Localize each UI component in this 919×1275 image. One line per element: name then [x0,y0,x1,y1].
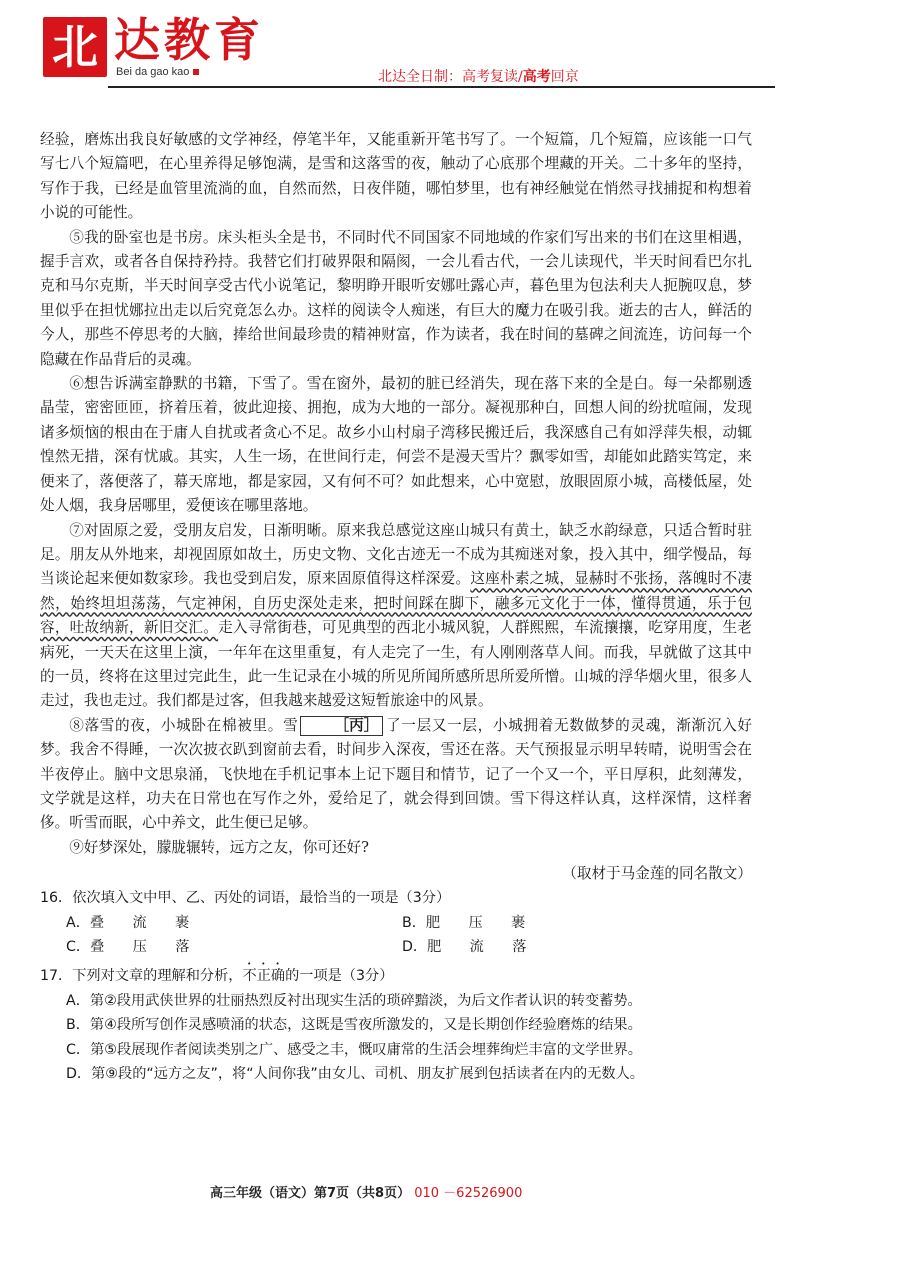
question-16-options-row-1 [40,911,752,936]
passage-source: （取材于马金莲的同名散文） [562,865,752,883]
emphasis-negative: 不正确 [242,967,286,984]
logo-name: 达教育 [114,13,264,67]
passage-paragraph-8: ⑧落雪的夜，小城卧在棉被里。雪 ［丙］ 了一层又一层，小城拥着无数做梦的灵魂，渐渐沉入好梦。我舍不得睡，一次次披衣趴到窗前去看，时间步入深夜，雪还在落。天气预报显示明早转晴，说明雪会在半夜停止。脑中文思泉涌，飞快地在手机记事本上记下题目和情节，记了一个又一个，平日厚积，此刻薄发，文学就是这样，功夫在日常也在写作之外，爱给足了，就会得到回馈。雪下得这样认真，这样深情，这样奢侈。听雪而眠，心中养文，此生便已足够。 [40,716,752,832]
option-c: C．第⑤段展现作者阅读类别之广、感受之丰，慨叹庸常的生活会埋葬绚烂丰富的文学世界。 [66,1041,642,1058]
option-c: C．叠 压 落 [66,939,190,956]
question-16 [40,886,752,960]
page-content [40,128,752,1087]
option-a: A．第②段用武侠世界的壮丽热烈反衬出现实生活的琐碎黯淡，为后文作者认识的转变蓄势。 [66,992,642,1009]
logo-mark: 北 [43,17,107,77]
footer-phone: 010 －62526900 [414,1186,523,1201]
question-16-stem: 16．依次填入文中甲、乙、丙处的词语，最恰当的一项是（3分） [40,890,451,907]
header-divider [108,86,775,88]
option-b: B．第④段所写创作灵感喷涌的状态，这既是雪夜所激发的，又是长期创作经验磨炼的结果。 [66,1017,642,1034]
page-footer [210,1182,522,1201]
option-d: D．肥 流 落 [402,939,527,956]
passage-paragraph-6: ⑥想告诉满室静默的书籍，下雪了。雪在窗外，最初的脏已经消失，现在落下来的全是白。每一朵都剔透晶莹，密密匝匝，挤着压着，彼此迎接、拥抱，成为大地的一部分。凝视那种白，回想人间的纷扰喧闹，发现诸多烦恼的根由在于庸人自扰或者贪心不足。故乡小山村扇子湾移民搬迁后，我深感自己有如浮萍失根，动辄惶然无措，深有忧戚。其实，人生一场，在世间行走，何尝不是漫天雪片？飘零如雪，却能如此踏实笃定，来便来了，落便落了，幕天席地，都是家园，又有何不可？如此想来，心中宽慰，放眼固原小城，高楼低屋，处处人烟，我身居哪里，爱便该在哪里落地。 [40,375,752,515]
question-16-options-row-2 [40,935,752,960]
option-b: B．肥 压 裹 [402,914,526,931]
logo-pinyin: Bei da gao kao [116,66,199,78]
option-d: D．第⑨段的“远方之友”，将“人间你我”由女儿、司机、朋友扩展到包括读者在内的无数人。 [66,1066,644,1083]
wavy-underlined-sentence: 这座朴素之城，显赫时不张扬，落魄时不凄然，始终坦坦荡荡，气定神闲，自历史深处走来，把时间踩在脚下，融多元文化于一体，懂得贯通，乐于包容，吐故纳新，新旧交汇。 [40,570,752,637]
header-slogan: 北达全日制：高考复读/高考回京 [378,69,579,85]
page-header [0,0,919,95]
passage-paragraph-9: ⑨好梦深处，朦胧辗转，远方之友，你可还好? [69,838,369,856]
passage-paragraph-7: ⑦对固原之爱，受朋友启发，日渐明晰。原来我总感觉这座山城只有黄土，缺乏水韵绿意，只适合暂时驻足。朋友从外地来，却视固原如故土，历史文物、文化古迹无一不成为其痴迷对象，投入其中，细学慢品，每当谈论起来便如数家珍。我也受到启发，原来固原值得这样深爱。这座朴素之城，显赫时不张扬，落魄时不凄然，始终坦坦荡荡，气定神闲，自历史深处走来，把时间踩在脚下，融多元文化于一体，懂得贯通，乐于包容，吐故纳新，新旧交汇。走入寻常街巷，可见典型的西北小城风貌，人群熙熙，车流攘攘，吃穿用度，生老病死，一天天在这里上演，一年年在这里重复，有人走完了一生，有人刚刚落草人间。而我，早就做了这其中的一员，终将在这里过完此生，此一生记录在小城的所见所闻所感所思所爱所憎。山城的浮华烟火里，很多人走过，我也走过。我们都是过客，但我越来越爱这短暂旅途中的风景。 [40,521,752,710]
passage-paragraph-5: ⑤我的卧室也是书房。床头柜头全是书，不同时代不同国家不同地域的作家们写出来的书们在这里相遇，握手言欢，或者各自保持矜持。我替它们打破界限和隔阂，一会儿看古代，一会儿读现代，半天时间看巴尔扎克和马尔克斯，半天时间享受古代小说笔记，黎明睁开眼听安娜吐露心声，暮色里为包法利夫人扼腕叹息，梦里似乎在担忧娜拉出走以后究竟怎么办。这样的阅读令人痴迷，有巨大的魔力在吸引我。逝去的古人，鲜活的今人，那些不停思考的大脑，捧给世间最珍贵的精神财富，作为读者，我在时间的墓碑之间流连，访问每一个隐藏在作品背后的灵魂。 [40,228,752,368]
question-17-stem: 17．下列对文章的理解和分析，不正确的一项是（3分） [40,967,394,984]
option-a: A．叠 流 裹 [66,914,190,931]
question-17 [40,960,752,1087]
footer-page-number: 高三年级（语文）第7页（共8页） [210,1186,411,1201]
blank-bing: ［丙］ [300,716,383,736]
logo-square-icon [193,69,199,75]
passage-paragraph-continued: 经验，磨炼出我良好敏感的文学神经，停笔半年，又能重新开笔书写了。一个短篇，几个短篇，应该能一口气写七八个短篇吧，在心里养得足够饱满，是雪和这落雪的夜，触动了心底那个埋藏的开关。二十多年的坚持，写作于我，已经是血管里流淌的血，自然而然，日夜伴随，哪怕梦里，也有神经触觉在悄然寻找捕捉和构想着小说的可能性。 [40,131,752,222]
